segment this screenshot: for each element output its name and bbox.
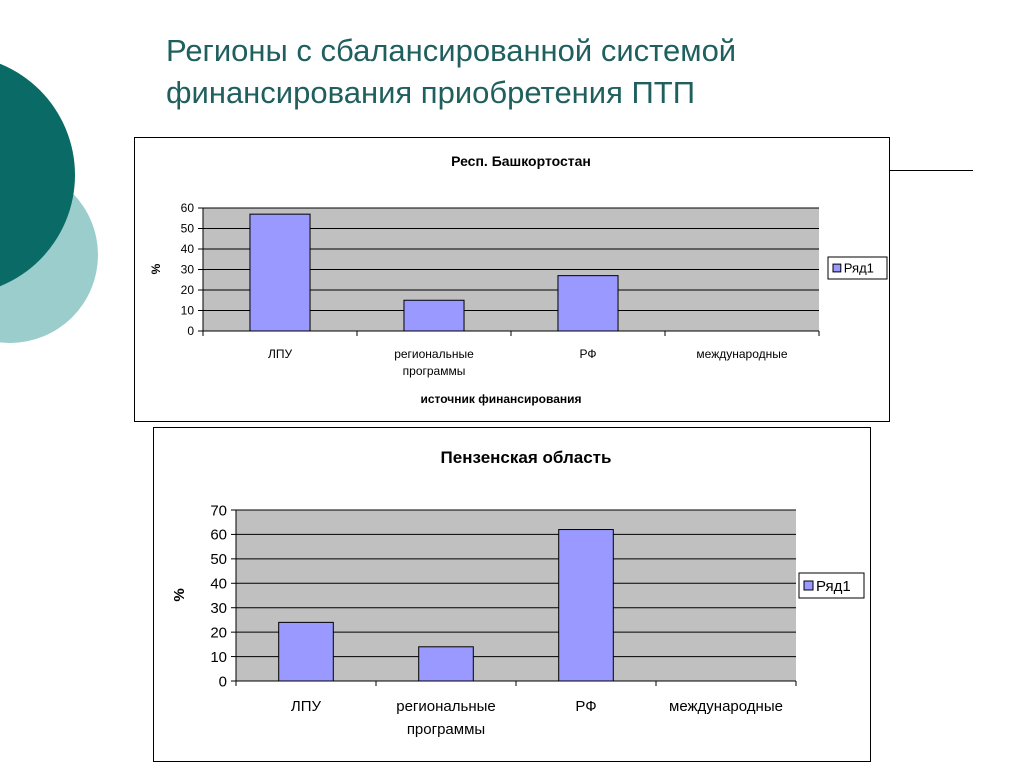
y-tick-label: 60 (180, 201, 194, 216)
category-label (575, 698, 596, 715)
chart-group (171, 448, 864, 738)
bar (279, 622, 334, 681)
slide-title-line-2: финансирования приобретения ПТП (166, 75, 696, 110)
y-tick-label: 20 (210, 624, 227, 642)
legend-label: Ряд1 (816, 577, 851, 595)
y-tick-label: 50 (210, 551, 227, 569)
legend-label: Ряд1 (843, 260, 874, 276)
y-tick-label: 60 (210, 526, 227, 544)
category-label-line: программы (406, 721, 486, 738)
bar (559, 530, 614, 681)
y-tick-label: 0 (218, 673, 227, 691)
slide-title-line-1: Регионы с сбалансированной системой (166, 33, 737, 68)
bar (250, 214, 310, 331)
y-tick-label: 10 (180, 303, 194, 318)
category-label-line: РФ (575, 698, 597, 715)
category-label (394, 347, 474, 378)
y-tick-label: 10 (210, 648, 227, 666)
category-label (669, 698, 783, 715)
y-axis-label: % (171, 588, 188, 602)
category-label (268, 347, 293, 361)
y-tick-label: 50 (180, 221, 194, 236)
category-label-line: ЛПУ (290, 698, 322, 715)
bar (419, 647, 474, 681)
category-label (396, 698, 495, 738)
category-label-line: международные (669, 698, 783, 715)
chart-group (149, 153, 887, 406)
decorative-rule (890, 170, 973, 171)
category-label (696, 347, 787, 361)
legend-swatch (833, 264, 841, 272)
category-label-line: региональные (394, 347, 474, 361)
y-tick-label: 0 (187, 324, 194, 339)
decorative-circles (0, 0, 110, 400)
bar (404, 300, 464, 331)
category-label-line: РФ (579, 347, 597, 361)
y-tick-label: 40 (210, 575, 227, 593)
chart-penza (153, 427, 871, 762)
chart-title: Пензенская область (440, 448, 612, 467)
category-label-line: международные (696, 347, 788, 361)
y-tick-label: 40 (180, 242, 194, 257)
y-axis-label: % (149, 263, 163, 275)
y-tick-label: 20 (180, 283, 194, 298)
chart-bashkortostan-svg (135, 138, 891, 423)
chart-bashkortostan (134, 137, 890, 422)
y-tick-label: 30 (210, 599, 227, 617)
chart-penza-svg (154, 428, 872, 763)
category-label (291, 698, 322, 715)
x-axis-label: источник финансирования (420, 392, 582, 406)
y-tick-label: 70 (210, 502, 227, 520)
bar (558, 276, 618, 331)
chart-title: Респ. Башкортостан (451, 153, 591, 169)
legend-swatch (804, 581, 813, 590)
category-label-line: ЛПУ (267, 347, 293, 361)
category-label-line: региональные (396, 698, 496, 715)
y-tick-label: 30 (180, 262, 194, 277)
slide-title (166, 30, 866, 114)
category-label (580, 347, 597, 361)
category-label-line: программы (402, 364, 466, 378)
